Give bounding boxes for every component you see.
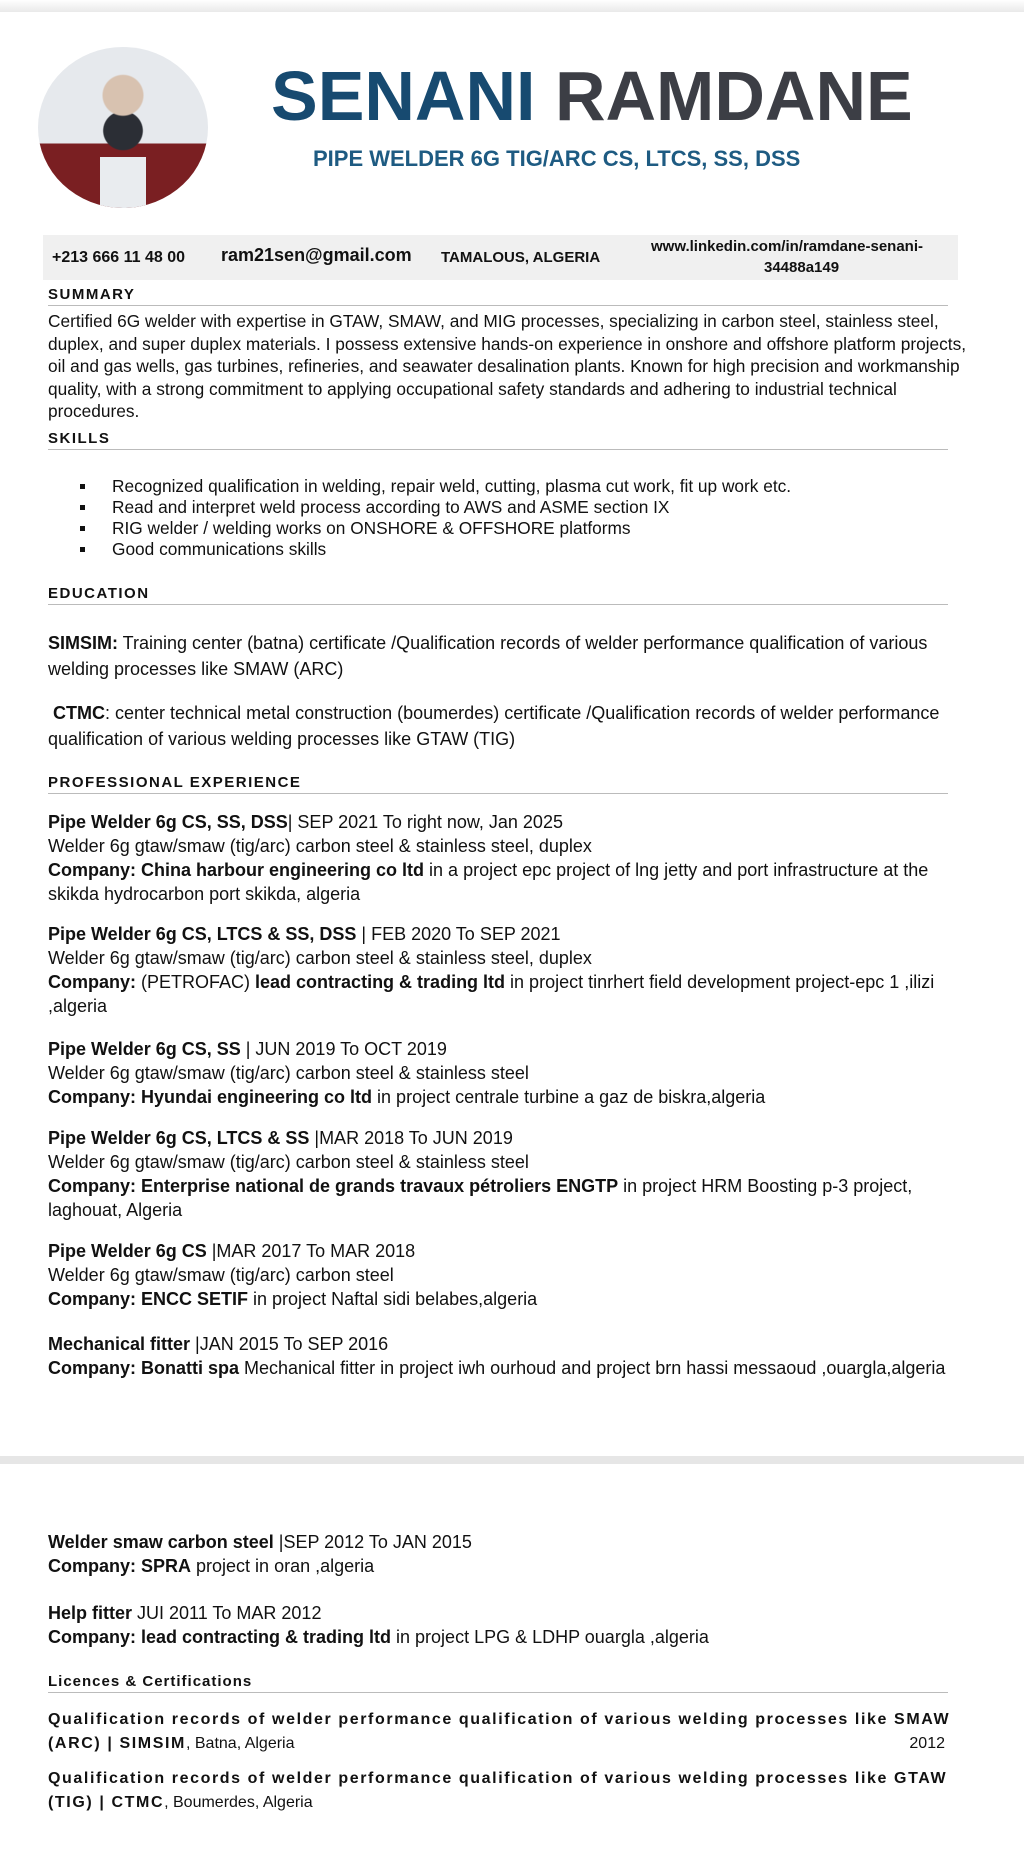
job-entry [48,1239,978,1311]
job-dates: JUI 2011 To MAR 2012 [132,1603,322,1623]
company-label: Company: [48,1627,142,1647]
skill-item: Read and interpret weld process according to AWS and ASME section IX [90,497,791,518]
linkedin-url-line1[interactable]: www.linkedin.com/in/ramdane-senani- [651,238,923,255]
certification-place: , Boumerdes, Algeria [164,1794,313,1811]
job-entry [48,1037,978,1109]
certification-item [48,1708,953,1756]
job-title: Help fitter [48,1603,133,1623]
certification-place: , Batna, Algeria [185,1735,295,1752]
skill-item: Recognized qualification in welding, repair weld, cutting, plasma cut work, fit up work etc. [90,476,791,497]
job-dates: |MAR 2017 To MAR 2018 [206,1241,416,1261]
certification-item [48,1767,953,1815]
company-label: Company: [48,972,142,992]
job-description: Welder 6g gtaw/smaw (tig/arc) carbon steel & stainless steel [48,1152,529,1172]
contact-bar [43,235,958,280]
company-name: lead contracting & trading ltd [255,972,506,992]
job-title: Pipe Welder 6g CS, SS, DSS [48,812,288,832]
job-dates: |JAN 2015 To SEP 2016 [190,1334,389,1354]
job-title: PIPE WELDER 6G TIG/ARC CS, LTCS, SS, DSS [313,146,801,171]
experience-heading: PROFESSIONAL EXPERIENCE [48,774,948,794]
job-title: Pipe Welder 6g CS, SS [48,1039,241,1059]
company-label: Company: [48,1358,142,1378]
job-description: Welder 6g gtaw/smaw (tig/arc) carbon steel & stainless steel, duplex [48,836,592,856]
job-dates: | FEB 2020 To SEP 2021 [356,924,561,944]
candidate-name [271,56,913,136]
job-project: in a project epc project of lng jetty and port infrastructure at the skikda hydrocarbon port skikda, algeria [48,860,929,904]
job-title: Welder smaw carbon steel [48,1532,274,1552]
skill-item: Good communications skills [90,539,791,560]
company-label: Company: [48,1087,142,1107]
summary-heading: SUMMARY [48,286,948,306]
page-top-edge [0,0,1024,12]
job-entry [48,1530,978,1578]
job-title: Pipe Welder 6g CS, LTCS & SS, DSS [48,924,357,944]
company-name: China harbour engineering co ltd [141,860,425,880]
company-name: SPRA [141,1556,192,1576]
education-text: : center technical metal construction (boumerdes) certificate /Qualification records of welder performance qualification of various welding processes like GTAW (TIG) [48,703,940,749]
education-item [48,630,973,682]
job-title: Pipe Welder 6g CS, LTCS & SS [48,1128,310,1148]
job-description: Welder 6g gtaw/smaw (tig/arc) carbon steel & stainless steel, duplex [48,948,592,968]
job-entry [48,922,978,1018]
job-dates: |SEP 2012 To JAN 2015 [273,1532,472,1552]
email[interactable]: ram21sen@gmail.com [221,245,412,265]
company-name: lead contracting & trading ltd [141,1627,392,1647]
job-description: Welder 6g gtaw/smaw (tig/arc) carbon steel & stainless steel [48,1063,529,1083]
job-project: in project LPG & LDHP ouargla ,algeria [391,1627,709,1647]
company-label: Company: [48,1556,142,1576]
skills-heading: SKILLS [48,430,948,450]
location: TAMALOUS, ALGERIA [441,249,601,266]
company-label: Company: [48,1289,142,1309]
skills-list [90,476,791,560]
certification-year: 2012 [909,1735,945,1752]
job-entry [48,1126,978,1222]
certifications-heading: Licences & Certifications [48,1673,948,1693]
job-entry [48,1601,978,1649]
job-entry [48,1332,978,1380]
profile-photo [38,47,208,208]
job-dates: | SEP 2021 To right now, Jan 2025 [287,812,563,832]
school-name: CTMC [53,703,106,723]
job-project: Mechanical fitter in project iwh ourhoud and project brn hassi messaoud ,ouargla,algeria [239,1358,946,1378]
job-title: Mechanical fitter [48,1334,191,1354]
phone: +213 666 11 48 00 [52,249,186,266]
company-label: Company: [48,860,142,880]
education-item [48,700,973,752]
job-description: Welder 6g gtaw/smaw (tig/arc) carbon steel [48,1265,394,1285]
job-project: project in oran ,algeria [191,1556,375,1576]
job-title: Pipe Welder 6g CS [48,1241,207,1261]
company-name: Enterprise national de grands travaux pétroliers ENGTP [141,1176,619,1196]
page-break [0,1456,1024,1464]
company-name: ENCC SETIF [141,1289,249,1309]
job-dates: |MAR 2018 To JUN 2019 [309,1128,513,1148]
last-name: RAMDANE [554,57,913,135]
job-project: in project Naftal sidi belabes,algeria [248,1289,538,1309]
job-project: in project HRM Boosting p-3 project, laghouat, Algeria [48,1176,913,1220]
company-name: Hyundai engineering co ltd [141,1087,373,1107]
first-name: SENANI [271,57,536,135]
summary-text: Certified 6G welder with expertise in GTAW, SMAW, and MIG processes, specializing in carbon steel, stainless steel, duplex, and super duplex materials. I possess extensive hands-on experience in onshore and offshore platform projects, oil and gas wells, gas turbines, refineries, and seawater desalination plants. Known for high precision and workmanship quality, with a strong commitment to applying occupational safety standards and adhering to industrial technical procedures. [48,311,967,421]
job-entry [48,810,978,906]
company-label: Company: [48,1176,142,1196]
linkedin-url-line2[interactable]: 34488a149 [764,259,840,276]
certification-title: Qualification records of welder performance qualification of various welding processes like GTAW (TIG) | CTMC [48,1770,948,1811]
education-text: Training center (batna) certificate /Qualification records of welder performance qualification of various welding processes like SMAW (ARC) [48,633,928,679]
skill-item: RIG welder / welding works on ONSHORE & OFFSHORE platforms [90,518,791,539]
job-project: in project centrale turbine a gaz de biskra,algeria [372,1087,766,1107]
job-dates: | JUN 2019 To OCT 2019 [240,1039,447,1059]
school-name: SIMSIM: [48,633,118,653]
certification-title: Qualification records of welder performance qualification of various welding processes like SMAW (ARC) | SIMSIM [48,1711,951,1752]
job-project: in project tinrhert field development project-epc 1 ,ilizi ,algeria [48,972,935,1016]
company-name: Bonatti spa [141,1358,240,1378]
education-heading: EDUCATION [48,585,948,605]
company-prefix: (PETROFAC) [141,972,256,992]
